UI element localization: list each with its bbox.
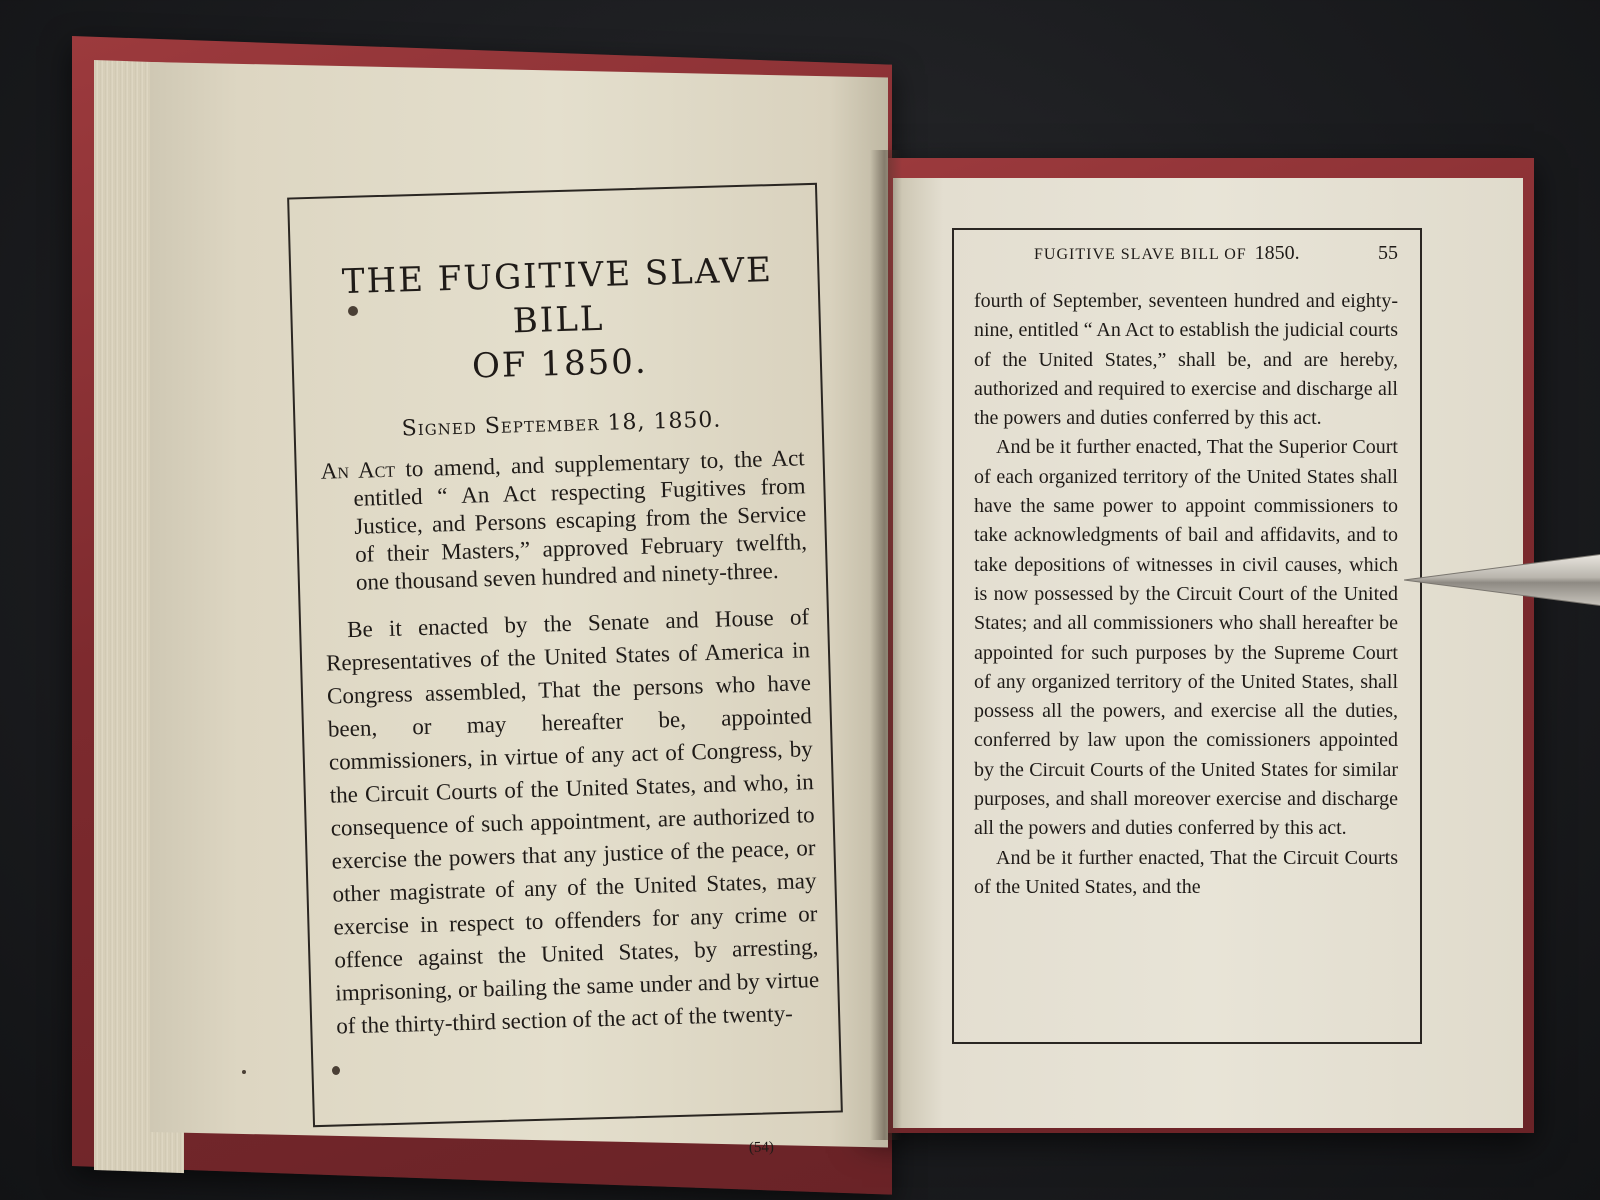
- left-page-text-frame: [287, 183, 843, 1157]
- page-number-left: (54): [748, 1139, 775, 1157]
- paragraph-2: And be it further enacted, That the Superior Court of each organized territory of the United States shall have the same power to appoint commissioners to take acknowledgments of bail and affidavits, and to take depositions of witnesses in civil causes, which is now possessed by the Circuit Court of the United States; and all commissioners who shall hereafter be appointed for such purposes by the Supreme Court of any organized territory of the United States, shall possess all the powers, and exercise all the duties, conferred by law upon the comissioners appointed by the Circuit Courts of the United States for similar purposes, and shall moreover exercise and discharge all the powers and duties conferred by this act.: [974, 436, 1398, 840]
- page-title: [315, 247, 802, 392]
- running-head-year: 1850.: [1254, 242, 1300, 264]
- ink-spot: [242, 1070, 246, 1074]
- title-line-2: OF 1850.: [471, 341, 649, 387]
- act-intro-rest: to amend, and supplementary to, the Act entitled “ An Act respecting Fugitives from Justice, and Persons escaping from the Service of their Masters,” approved February twelfth, one thousand seven hundred and ninety-three.: [353, 445, 808, 595]
- running-head: [974, 242, 1398, 265]
- page-number-right: 55: [1378, 242, 1398, 264]
- book-gutter: [870, 150, 902, 1140]
- letter-opener-blade: [1404, 550, 1600, 608]
- running-head-title: FUGITIVE SLAVE BILL OF: [1034, 246, 1247, 263]
- signed-date: Signed September 18, 1850.: [401, 407, 722, 442]
- enactment-paragraph-left: Be it enacted by the Senate and House of Representatives of the United States of America in Congress assembled, That the persons who have been, or may hereafter be, appointed commissioners, in virtue of any act of Congress, by the Circuit Courts of the United States, and who, in consequence of such appointment, are authorized to exercise the powers that any justice of the peace, or other magistrate of any of the United States, may exercise in respect to offenders for any crime or offence against the United States, by arresting, imprisoning, or bailing the same under and by virtue of the thirty-third section of the act of the twenty-: [325, 604, 820, 1039]
- paragraph-1: fourth of September, seventeen hundred and eighty-nine, entitled “ An Act to establish the judicial courts of the United States,” shall be, and are hereby, authorized and required to exercise and discharge all the powers and duties conferred by this act.: [974, 290, 1398, 430]
- paragraph-3: And be it further enacted, That the Circuit Courts of the United States, and the: [974, 846, 1398, 898]
- running-head-title-group: [1034, 242, 1300, 265]
- act-intro-paragraph: [320, 444, 808, 597]
- title-line-1: THE FUGITIVE SLAVE BILL: [341, 250, 774, 342]
- right-page-text-frame: [952, 228, 1422, 1044]
- act-intro-lead: An Act: [320, 456, 396, 484]
